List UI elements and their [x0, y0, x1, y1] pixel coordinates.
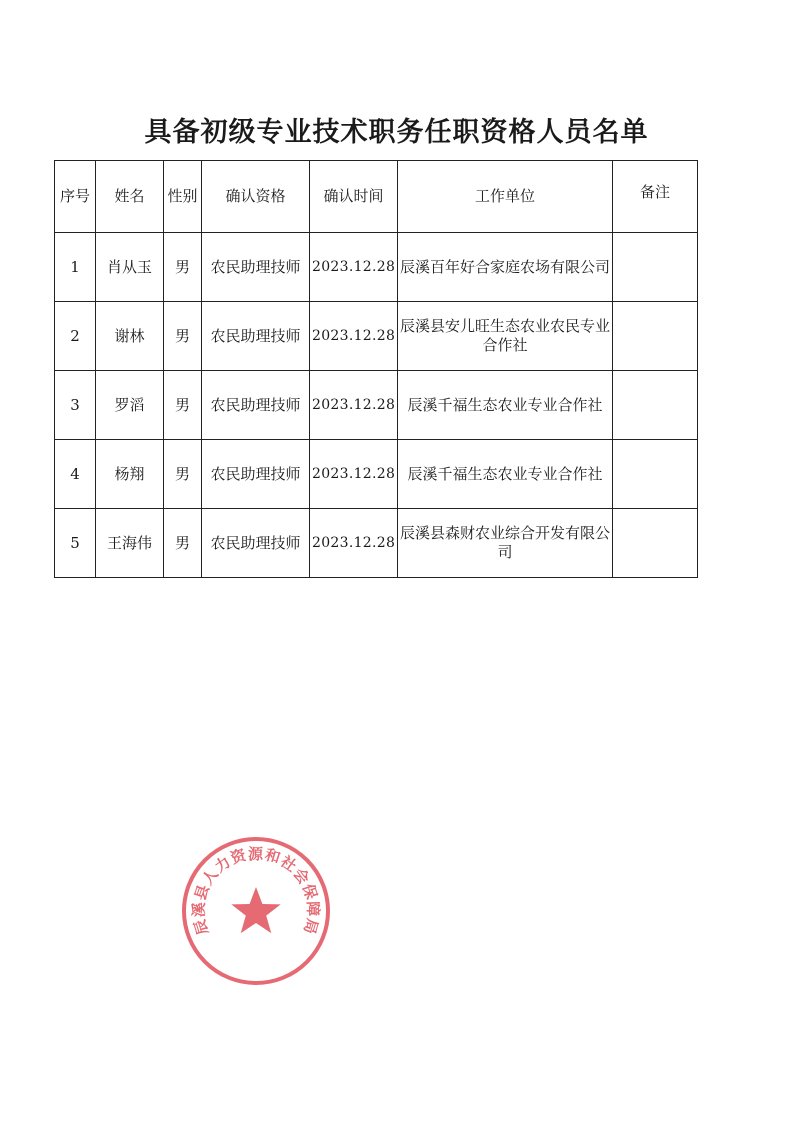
cell-date: 2023.12.28	[310, 302, 398, 371]
cell-note	[613, 509, 698, 578]
cell-note	[613, 233, 698, 302]
cell-gender: 男	[164, 440, 202, 509]
cell-gender: 男	[164, 233, 202, 302]
cell-unit: 辰溪百年好合家庭农场有限公司	[398, 233, 613, 302]
cell-name: 罗滔	[96, 371, 164, 440]
table-row	[55, 371, 698, 440]
header-date: 确认时间	[310, 161, 398, 233]
seal-arc-text: 辰溪县人力资源和社会保障局	[189, 844, 323, 937]
cell-qualification: 农民助理技师	[202, 233, 310, 302]
cell-date: 2023.12.28	[310, 509, 398, 578]
cell-no: 4	[55, 440, 96, 509]
cell-no: 3	[55, 371, 96, 440]
cell-note	[613, 302, 698, 371]
cell-qualification: 农民助理技师	[202, 302, 310, 371]
cell-unit: 辰溪县森财农业综合开发有限公司	[398, 509, 613, 578]
header-no: 序号	[55, 161, 96, 233]
cell-no: 2	[55, 302, 96, 371]
cell-name: 肖从玉	[96, 233, 164, 302]
page-title: 具备初级专业技术职务任职资格人员名单	[144, 117, 649, 148]
cell-qualification: 农民助理技师	[202, 440, 310, 509]
cell-unit: 辰溪千福生态农业专业合作社	[398, 371, 613, 440]
table-header-row	[55, 161, 698, 233]
cell-unit: 辰溪千福生态农业专业合作社	[398, 440, 613, 509]
cell-gender: 男	[164, 509, 202, 578]
cell-date: 2023.12.28	[310, 233, 398, 302]
cell-note	[613, 440, 698, 509]
cell-date: 2023.12.28	[310, 440, 398, 509]
table-row	[55, 302, 698, 371]
header-unit: 工作单位	[398, 161, 613, 233]
cell-no: 1	[55, 233, 96, 302]
cell-qualification: 农民助理技师	[202, 509, 310, 578]
cell-gender: 男	[164, 371, 202, 440]
cell-name: 谢林	[96, 302, 164, 371]
cell-note	[613, 371, 698, 440]
official-seal-stamp	[180, 835, 332, 987]
cell-date: 2023.12.28	[310, 371, 398, 440]
table-row	[55, 233, 698, 302]
cell-qualification: 农民助理技师	[202, 371, 310, 440]
cell-gender: 男	[164, 302, 202, 371]
cell-name: 王海伟	[96, 509, 164, 578]
header-name: 姓名	[96, 161, 164, 233]
seal-star-icon	[231, 887, 280, 933]
header-qualification: 确认资格	[202, 161, 310, 233]
table-row	[55, 509, 698, 578]
cell-no: 5	[55, 509, 96, 578]
cell-unit: 辰溪县安儿旺生态农业农民专业合作社	[398, 302, 613, 371]
header-gender: 性别	[164, 161, 202, 233]
table-row	[55, 440, 698, 509]
cell-name: 杨翔	[96, 440, 164, 509]
roster-table	[54, 160, 698, 578]
header-note: 备注	[613, 161, 698, 233]
